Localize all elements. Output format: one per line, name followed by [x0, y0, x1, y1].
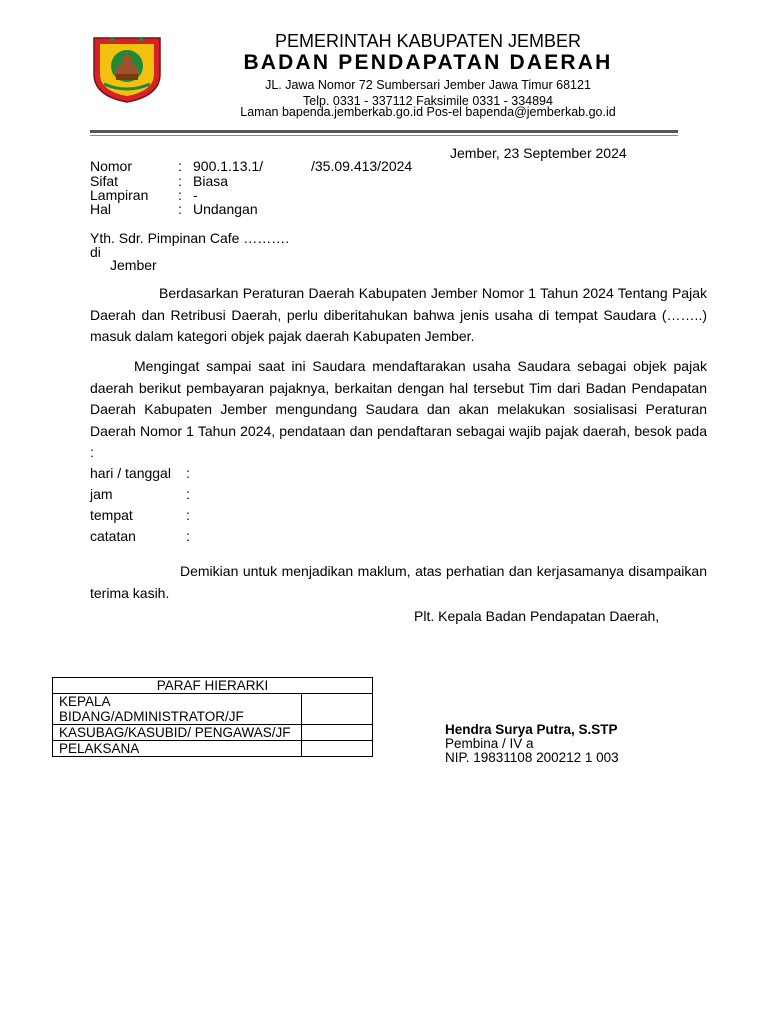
paraf-row-label: KASUBAG/KASUBID/ PENGAWAS/JF	[53, 725, 302, 741]
paraf-row-sign-cell	[302, 694, 373, 725]
meta-value-nomor-suffix: /35.09.413/2024	[311, 158, 413, 174]
letterhead-address: JL. Jawa Nomor 72 Sumbersari Jember Jawa Timur 68121	[265, 78, 591, 92]
signatory-rank: Pembina / IV a	[445, 736, 534, 751]
letterhead-rule-thick	[90, 130, 678, 133]
schedule-colon: :	[186, 486, 190, 502]
recipient-di: di	[90, 244, 101, 260]
meta-colon: :	[178, 158, 182, 174]
recipient-line: Yth. Sdr. Pimpinan Cafe ……….	[90, 230, 290, 246]
meta-value-hal: Undangan	[193, 201, 258, 217]
meta-colon: :	[178, 201, 182, 217]
paraf-row-label: PELAKSANA	[53, 741, 302, 757]
paraf-row-sign-cell	[302, 741, 373, 757]
schedule-label-time: jam	[90, 486, 113, 502]
body-paragraph-closing: Demikian untuk menjadikan maklum, atas perhatian dan kerjasamanya disampaikan terima kasih.	[90, 563, 707, 601]
letterhead-rule-thin	[90, 135, 678, 136]
paraf-row-label: KEPALA BIDANG/ADMINISTRATOR/JF	[53, 694, 302, 725]
signatory-nip: NIP. 19831108 200212 1 003	[445, 750, 619, 765]
letterhead-phone: Telp. 0331 - 337112 Faksimile 0331 - 334894	[303, 94, 553, 108]
signatory-name: Hendra Surya Putra, S.STP	[445, 722, 618, 737]
paraf-hierarki-table	[52, 677, 373, 757]
schedule-label-date: hari / tanggal	[90, 465, 171, 481]
letterhead-government: PEMERINTAH KABUPATEN JEMBER	[274, 31, 582, 51]
meta-value-sifat: Biasa	[193, 173, 229, 189]
body-paragraph-1: Berdasarkan Peraturan Daerah Kabupaten Jember Nomor 1 Tahun 2024 Tentang Pajak Daerah dan Retribusi Daerah, perlu diberitahukan bahwa jenis usaha di tempat Saudara (……..) masuk dalam kategori objek pajak daerah Kabupaten Jember.	[90, 285, 707, 344]
jember-crest-logo	[90, 34, 164, 104]
meta-label-lampiran: Lampiran	[90, 187, 149, 203]
schedule-label-place: tempat	[90, 507, 133, 523]
letterhead-agency: BADAN PENDAPATAN DAERAH	[243, 51, 613, 74]
meta-label-sifat: Sifat	[90, 173, 119, 189]
recipient-city: Jember	[110, 257, 157, 273]
paraf-row-sign-cell	[302, 725, 373, 741]
letter-date: Jember, 23 September 2024	[450, 145, 627, 161]
meta-value-lampiran: -	[193, 187, 198, 203]
meta-label-nomor: Nomor	[90, 158, 133, 174]
letterhead-web: Laman bapenda.jemberkab.go.id Pos-el bapenda@jemberkab.go.id	[240, 105, 616, 119]
meta-colon: :	[178, 173, 182, 189]
schedule-label-notes: catatan	[90, 528, 136, 544]
paraf-header: PARAF HIERARKI	[53, 678, 373, 694]
meta-label-hal: Hal	[90, 201, 112, 217]
body-paragraph-2: Mengingat sampai saat ini Saudara mendaftarakan usaha Saudara sebagai objek pajak daerah berikut pembayaran pajaknya, berkaitan dengan hal tersebut Tim dari Badan Pendapatan Daerah Kabupaten Jember mengundang Saudara dan akan melakukan sosialisasi Peraturan Daerah Nomor 1 Tahun 2024, pendataan dan pendaftaran sebagai wajib pajak daerah, besok pada :	[90, 358, 707, 460]
schedule-colon: :	[186, 528, 190, 544]
meta-value-nomor: 900.1.13.1/	[193, 158, 264, 174]
schedule-colon: :	[186, 465, 190, 481]
meta-colon: :	[178, 187, 182, 203]
schedule-colon: :	[186, 507, 190, 523]
closing-title: Plt. Kepala Badan Pendapatan Daerah,	[414, 608, 660, 624]
